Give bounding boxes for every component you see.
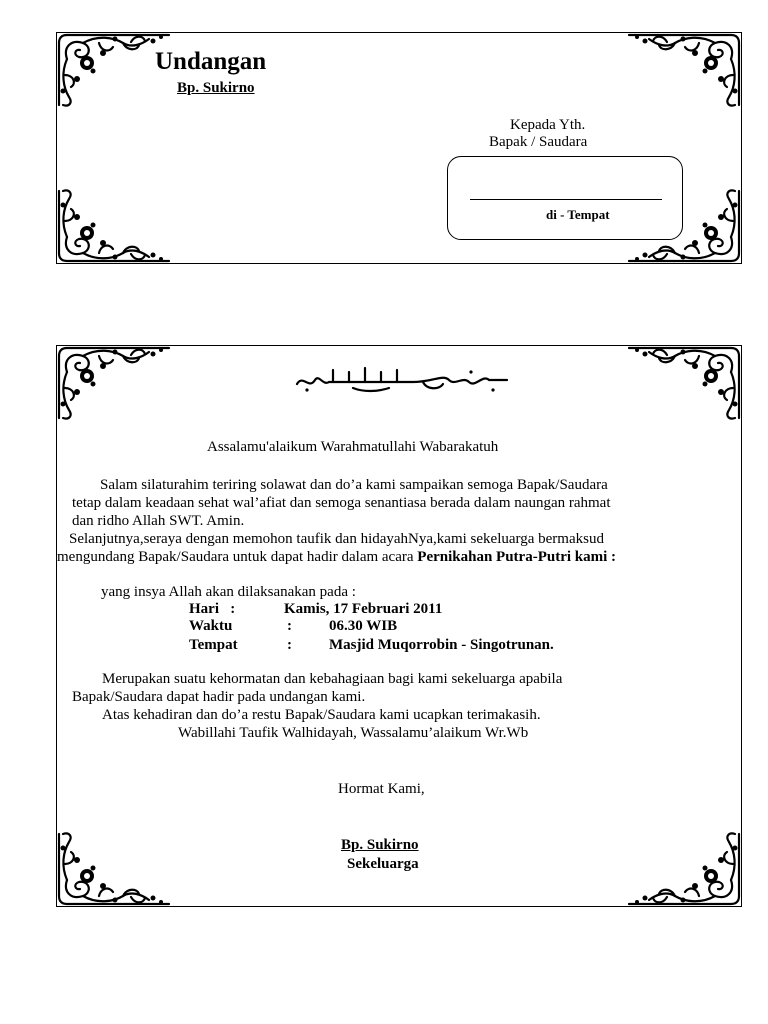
corner-ornament-icon [625, 29, 745, 109]
paragraph-text: mengundang Bapak/Saudara untuk dapat hadir dalam acara [57, 549, 418, 565]
recipient-line-2: Bapak / Saudara [489, 134, 588, 150]
tempat-colon: : [287, 637, 292, 653]
tempat-label: Tempat [189, 637, 238, 653]
closing-line: Wabillahi Taufik Walhidayah, Wassalamu’alaikum Wr.Wb [178, 725, 529, 741]
paragraph-line: Salam silaturahim teriring solawat dan do’a kami sampaikan semoga Bapak/Saudara [100, 477, 608, 493]
tempat-value: Masjid Muqorrobin - Singotrunan. [329, 637, 554, 653]
hari-value: Kamis, 17 Februari 2011 [284, 601, 443, 617]
corner-ornament-icon [625, 342, 745, 422]
paragraph-line: Selanjutnya,seraya dengan memohon taufik dan hidayahNya,kami sekeluarga bermaksud [69, 531, 604, 547]
hormat-kami: Hormat Kami, [338, 781, 425, 797]
closing-line: Atas kehadiran dan do’a restu Bapak/Saudara kami ucapkan terimakasih. [102, 707, 541, 723]
invitation-title: Undangan [155, 48, 267, 75]
corner-ornament-icon [53, 187, 173, 267]
corner-ornament-icon [53, 830, 173, 910]
waktu-label: Waktu [189, 618, 233, 634]
sender-name: Bp. Sukirno [177, 80, 255, 96]
signature-family: Sekeluarga [347, 856, 419, 872]
waktu-colon: : [287, 618, 292, 634]
schedule-intro: yang insya Allah akan dilaksanakan pada : [101, 584, 356, 600]
paragraph-line: dan ridho Allah SWT. Amin. [72, 513, 245, 529]
closing-line: Merupakan suatu kehormatan dan kebahagiaan bagi kami sekeluarga apabila [102, 671, 563, 687]
address-line [470, 199, 662, 200]
signature-name: Bp. Sukirno [341, 837, 419, 853]
letter-card [56, 345, 742, 907]
waktu-value: 06.30 WIB [329, 618, 398, 634]
hari-label: Hari : [189, 601, 236, 617]
recipient-line-1: Kepada Yth. [510, 117, 586, 133]
greeting: Assalamu'alaikum Warahmatullahi Wabarakatuh [207, 439, 499, 455]
paragraph-line [57, 549, 616, 566]
di-tempat-label: di - Tempat [546, 207, 610, 222]
corner-ornament-icon [53, 342, 173, 422]
closing-line: Bapak/Saudara dapat hadir pada undangan kami. [72, 689, 366, 705]
bismillah-calligraphy-icon [293, 364, 513, 394]
corner-ornament-icon [625, 830, 745, 910]
address-box [447, 156, 683, 240]
paragraph-line: tetap dalam keadaan sehat wal’afiat dan semoga senantiasa berada dalam naungan rahmat [72, 495, 611, 511]
envelope-card [56, 32, 742, 264]
event-name: Pernikahan Putra-Putri kami : [417, 549, 617, 565]
